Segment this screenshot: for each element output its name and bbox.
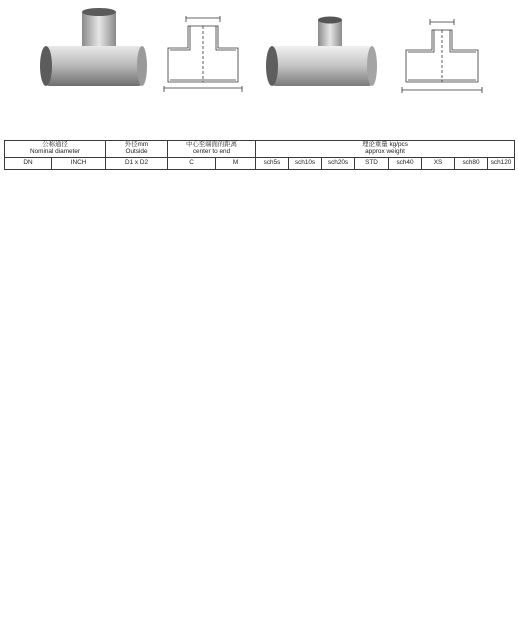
center-to-end-header: [168, 141, 256, 158]
nominal-diameter-cn: 公称通径: [42, 141, 68, 149]
column-header: sch40: [389, 158, 422, 170]
outside-diameter-en: Outside: [125, 148, 148, 155]
approx-weight-header: [256, 141, 515, 158]
column-header: sch80: [455, 158, 488, 170]
reducing-tee-photo: [262, 6, 380, 106]
column-header: STD: [355, 158, 389, 170]
approx-weight-en: approx weight: [365, 148, 405, 155]
outside-diameter-header: [106, 141, 168, 158]
approx-weight-cn: 理论重量 kg/pcs: [362, 141, 408, 149]
equal-tee-photo: [38, 6, 150, 106]
tee-dimension-table: [4, 140, 515, 170]
center-to-end-en: center to end: [192, 148, 231, 155]
column-header: M: [216, 158, 256, 170]
column-header-row: [5, 158, 515, 170]
table-header-row: [5, 141, 515, 158]
column-header: DN: [5, 158, 52, 170]
column-header: sch120: [488, 158, 515, 170]
column-header: XS: [422, 158, 455, 170]
column-header: sch20s: [322, 158, 355, 170]
equal-tee-drawing: [160, 12, 246, 100]
column-header: INCH: [52, 158, 106, 170]
nominal-diameter-header: [5, 141, 106, 158]
column-header: sch5s: [256, 158, 289, 170]
column-header: sch10s: [289, 158, 322, 170]
outside-diameter-cn: 外径mm: [124, 141, 149, 149]
column-header: C: [168, 158, 216, 170]
product-images: [0, 0, 518, 118]
center-to-end-cn: 中心至端面的距离: [185, 141, 238, 149]
column-header: D1 x D2: [106, 158, 168, 170]
nominal-diameter-en: Nominal diameter: [29, 148, 81, 155]
reducing-tee-drawing: [398, 14, 486, 100]
